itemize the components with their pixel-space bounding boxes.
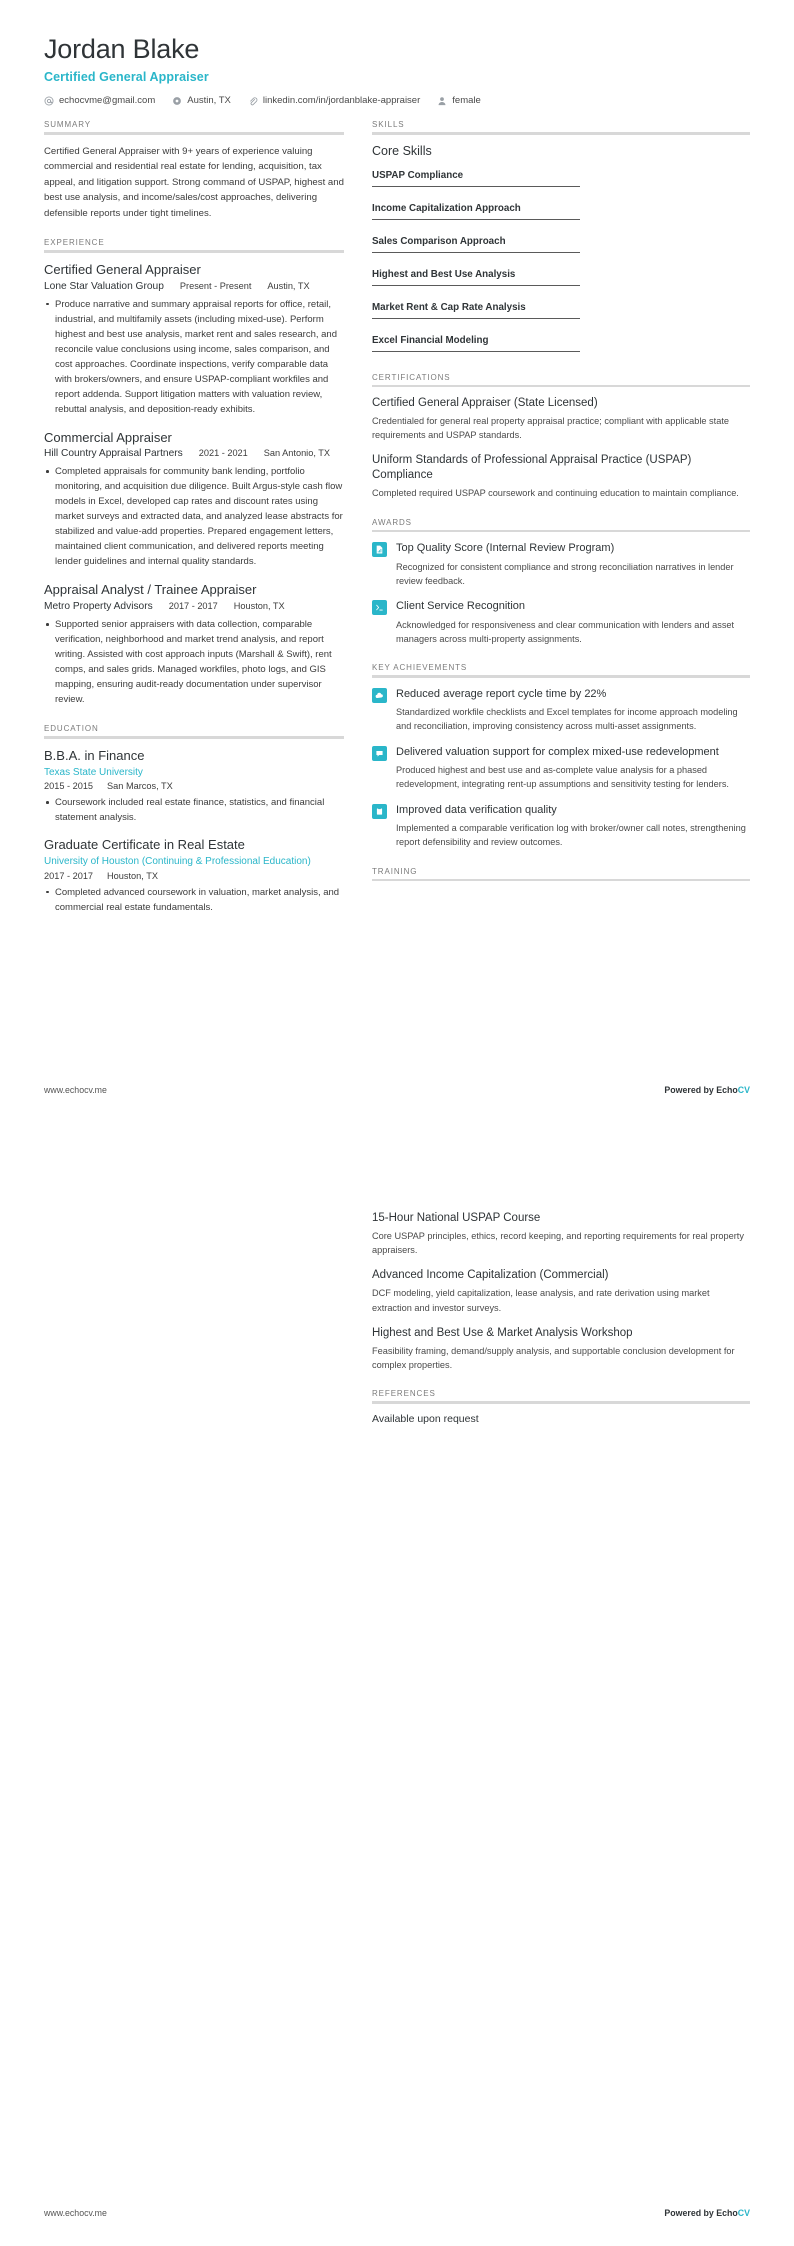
terminal-icon — [372, 600, 387, 615]
education-meta — [44, 871, 344, 881]
education-school: Texas State University — [44, 766, 143, 778]
skills-section-label: SKILLS — [372, 120, 405, 130]
contact-location-text: Austin, TX — [187, 95, 231, 107]
section-divider — [372, 879, 750, 882]
education-bullets — [44, 795, 344, 825]
achievement-body — [396, 687, 750, 734]
resume-columns-page2 — [44, 1123, 750, 1442]
certification-item — [372, 453, 750, 500]
job-location: Houston, TX — [233, 601, 285, 612]
key-achievements-section-label: KEY ACHIEVEMENTS — [372, 663, 468, 673]
footer-brand — [664, 1085, 750, 1095]
footer-site[interactable]: www.echocv.me — [44, 1085, 107, 1095]
award-desc: Acknowledged for responsiveness and clear communication with lenders and asset managers across multi-property assignments. — [396, 619, 735, 644]
education-dates: 2017 - 2017 — [44, 870, 94, 881]
skills-section — [372, 120, 750, 356]
contact-email[interactable] — [44, 95, 155, 106]
job-location: San Antonio, TX — [263, 448, 331, 459]
skill-item — [372, 330, 750, 356]
section-divider — [44, 250, 344, 253]
job-company: Hill Country Appraisal Partners — [44, 448, 183, 460]
skills-group-title: Core Skills — [372, 143, 432, 158]
training-item — [372, 1326, 750, 1372]
skill-label: Income Capitalization Approach — [372, 203, 580, 220]
job-dates: 2021 - 2021 — [198, 448, 248, 459]
job-title: Commercial Appraiser — [44, 429, 172, 445]
skill-label: USPAP Compliance — [372, 170, 580, 187]
certification-name: Uniform Standards of Professional Appraisal Practice (USPAP) Compliance — [372, 454, 692, 482]
contact-location — [172, 95, 231, 106]
location-icon — [172, 96, 182, 106]
job-meta — [44, 448, 344, 459]
achievement-desc: Produced highest and best use and as-complete value analysis for a phased redevelopment, integrating rent-up assumptions and sensitivity testing for lenders. — [396, 765, 729, 790]
experience-item — [44, 262, 344, 417]
skill-item — [372, 264, 750, 290]
certifications-section — [372, 373, 750, 501]
summary-section-label: SUMMARY — [44, 120, 92, 130]
header-subtitle: Certified General Appraiser — [44, 70, 209, 85]
skill-item — [372, 198, 750, 224]
job-title: Appraisal Analyst / Trainee Appraiser — [44, 582, 257, 598]
training-desc: DCF modeling, yield capitalization, lease analysis, and rate derivation using market extraction and investor surveys. — [372, 1288, 710, 1313]
education-school: University of Houston (Continuing & Professional Education) — [44, 856, 311, 868]
page-footer — [44, 1085, 750, 1095]
left-column — [44, 120, 344, 932]
training-section-header — [372, 867, 750, 882]
education-degree: Graduate Certificate in Real Estate — [44, 837, 245, 853]
job-company: Metro Property Advisors — [44, 601, 153, 613]
footer-site[interactable]: www.echocv.me — [44, 2208, 107, 2218]
contact-gender — [437, 95, 481, 106]
right-column — [372, 120, 750, 898]
skill-item — [372, 297, 750, 323]
summary-section — [44, 120, 344, 221]
achievement-desc: Implemented a comparable verification log with broker/owner call notes, strengthening report defensibility and review outcomes. — [396, 823, 746, 848]
education-item — [44, 748, 344, 825]
experience-section-label: EXPERIENCE — [44, 238, 105, 248]
footer-brand — [664, 2208, 750, 2218]
education-location: Houston, TX — [107, 870, 158, 881]
job-bullets — [44, 464, 344, 569]
footer-powered-label: Powered by — [664, 2208, 717, 2218]
certification-name: Certified General Appraiser (State Licensed) — [372, 397, 598, 410]
skill-label: Market Rent & Cap Rate Analysis — [372, 302, 580, 319]
achievement-item — [372, 745, 750, 792]
footer-brand-cv: CV — [737, 1085, 750, 1095]
achievement-item — [372, 687, 750, 734]
training-name: Highest and Best Use & Market Analysis Workshop — [372, 1326, 633, 1339]
achievement-title: Improved data verification quality — [396, 803, 557, 816]
job-meta — [44, 601, 344, 612]
education-section — [44, 724, 344, 914]
skill-label: Sales Comparison Approach — [372, 236, 580, 253]
references-text: Available upon request — [372, 1412, 479, 1425]
footer-powered-label: Powered by — [664, 1085, 717, 1095]
award-item — [372, 599, 750, 646]
job-bullets — [44, 297, 344, 417]
training-desc: Core USPAP principles, ethics, record keeping, and reporting requirements for real property appraisers. — [372, 1230, 744, 1256]
link-icon — [248, 96, 258, 106]
key-achievements-section — [372, 663, 750, 850]
job-bullet: Produce narrative and summary appraisal reports for office, retail, industrial, and multifamily assets (including mixed-use). Perform highest and best use analysis, market rent and sales research, and reconcile value conclusions using income, sales comparison, and cost approaches. Coordinate inspections, verify comparable data with brokers/owners, and ensure USPAP-compliant workfiles and report addenda. Support litigation matters with valuation review, rebuttal analysis, and deposition-ready exhibits. — [44, 297, 344, 417]
certification-desc: Credentialed for general real property appraisal practice; compliant with applicable state requirements and USPAP standards. — [372, 415, 729, 441]
job-bullet: Completed appraisals for community bank lending, portfolio monitoring, and acquisition due diligence. Built Argus-style cash flow models in Excel, developed cap rates and discount rates using market surveys and extracted data, and analyzed lease abstracts for stabilized and value-add properties. Prepared engagement letters, maintained client communication, and delivered reports meeting lender guidelines and internal quality standards. — [44, 464, 344, 569]
summary-text: Certified General Appraiser with 9+ years of experience valuing commercial and residential real estate for lending, acquisition, tax appeal, and litigation support. Strong command of USPAP, highest and best use analysis, and income/sales/cost approaches, delivering defensible reports under tight timelines. — [44, 145, 344, 219]
job-bullet: Supported senior appraisers with data collection, comparable verification, neighborhood and market trend analysis, and report writing. Assisted with cost approach inputs (Marshall & Swift), rent comps, and sales grids. Managed workfiles, photo logs, and GIS mapping, ensuring audit-ready documentation under supervisor review. — [44, 617, 344, 707]
achievement-title: Reduced average report cycle time by 22% — [396, 687, 607, 700]
job-meta — [44, 281, 344, 292]
awards-section — [372, 518, 750, 647]
award-item — [372, 541, 750, 588]
training-section-label: TRAINING — [372, 866, 418, 876]
contact-gender-text: female — [452, 95, 481, 107]
education-degree: B.B.A. in Finance — [44, 747, 145, 763]
experience-item — [44, 430, 344, 570]
clipboard-icon — [372, 804, 387, 819]
education-bullet: Coursework included real estate finance, statistics, and financial statement analysis. — [44, 795, 344, 825]
experience-section — [44, 238, 344, 707]
certification-item — [372, 396, 750, 442]
achievement-desc: Standardized workfile checklists and Excel templates for income approach modeling and reconciliation, improving consistency across multi-asset assignments. — [396, 707, 738, 732]
achievement-body — [396, 745, 750, 792]
section-divider — [44, 736, 344, 739]
job-location: Austin, TX — [267, 280, 310, 291]
job-bullets — [44, 617, 344, 707]
job-company: Lone Star Valuation Group — [44, 280, 164, 292]
certifications-section-label: CERTIFICATIONS — [372, 372, 451, 382]
cloud-icon — [372, 688, 387, 703]
award-desc: Recognized for consistent compliance and strong reconciliation narratives in lender review feedback. — [396, 561, 734, 586]
page-footer-2 — [44, 2208, 750, 2218]
achievement-body — [396, 803, 750, 850]
training-name: Advanced Income Capitalization (Commercial) — [372, 1269, 609, 1282]
references-section — [372, 1389, 750, 1425]
education-bullets — [44, 885, 344, 915]
education-location: San Marcos, TX — [107, 781, 173, 792]
skill-item — [372, 231, 750, 257]
education-section-label: EDUCATION — [44, 724, 99, 734]
job-dates: Present - Present — [179, 280, 252, 291]
job-dates: 2017 - 2017 — [168, 601, 218, 612]
awards-section-label: AWARDS — [372, 517, 412, 527]
section-divider — [372, 385, 750, 388]
award-title: Client Service Recognition — [396, 600, 526, 613]
resume-sheet-2 — [0, 1123, 794, 2246]
email-icon — [44, 96, 54, 106]
certification-desc: Completed required USPAP coursework and continuing education to maintain compliance. — [372, 488, 739, 499]
references-section-label: REFERENCES — [372, 1389, 436, 1399]
contact-email-text: echocvme@gmail.com — [59, 95, 156, 107]
chat-icon — [372, 746, 387, 761]
training-desc: Feasibility framing, demand/supply analysis, and supportable conclusion development for complex properties. — [372, 1345, 735, 1371]
training-item — [372, 1211, 750, 1257]
document-chart-icon — [372, 542, 387, 557]
right-column-page2 — [372, 1123, 750, 1442]
section-divider — [372, 1401, 750, 1404]
education-dates: 2015 - 2015 — [44, 781, 94, 792]
section-divider — [372, 675, 750, 678]
award-body — [396, 599, 750, 646]
education-item — [44, 837, 344, 914]
training-section — [372, 1211, 750, 1372]
training-name: 15-Hour National USPAP Course — [372, 1212, 541, 1224]
section-divider — [44, 132, 344, 135]
education-bullet: Completed advanced coursework in valuation, market analysis, and commercial real estate fundamentals. — [44, 885, 344, 915]
resume-header — [44, 34, 750, 106]
footer-brand-echo: Echo — [716, 2208, 738, 2218]
contact-linkedin-text: linkedin.com/in/jordanblake-appraiser — [262, 95, 421, 107]
skill-item — [372, 165, 750, 191]
education-meta — [44, 781, 344, 791]
award-body — [396, 541, 750, 588]
award-title: Top Quality Score (Internal Review Program) — [396, 542, 615, 555]
footer-brand-echo: Echo — [716, 1085, 738, 1095]
training-item — [372, 1268, 750, 1314]
person-icon — [437, 96, 447, 106]
section-divider — [372, 132, 750, 135]
page-title: Jordan Blake — [44, 34, 200, 64]
achievement-title: Delivered valuation support for complex mixed-use redevelopment — [396, 745, 719, 758]
achievement-item — [372, 803, 750, 850]
contact-linkedin[interactable] — [248, 95, 420, 106]
experience-item — [44, 582, 344, 707]
footer-brand-cv: CV — [737, 2208, 750, 2218]
resume-columns — [44, 120, 750, 932]
section-divider — [372, 530, 750, 533]
job-title: Certified General Appraiser — [44, 261, 201, 277]
skill-label: Highest and Best Use Analysis — [372, 269, 580, 286]
contact-row — [44, 95, 750, 106]
skill-label: Excel Financial Modeling — [372, 335, 580, 352]
